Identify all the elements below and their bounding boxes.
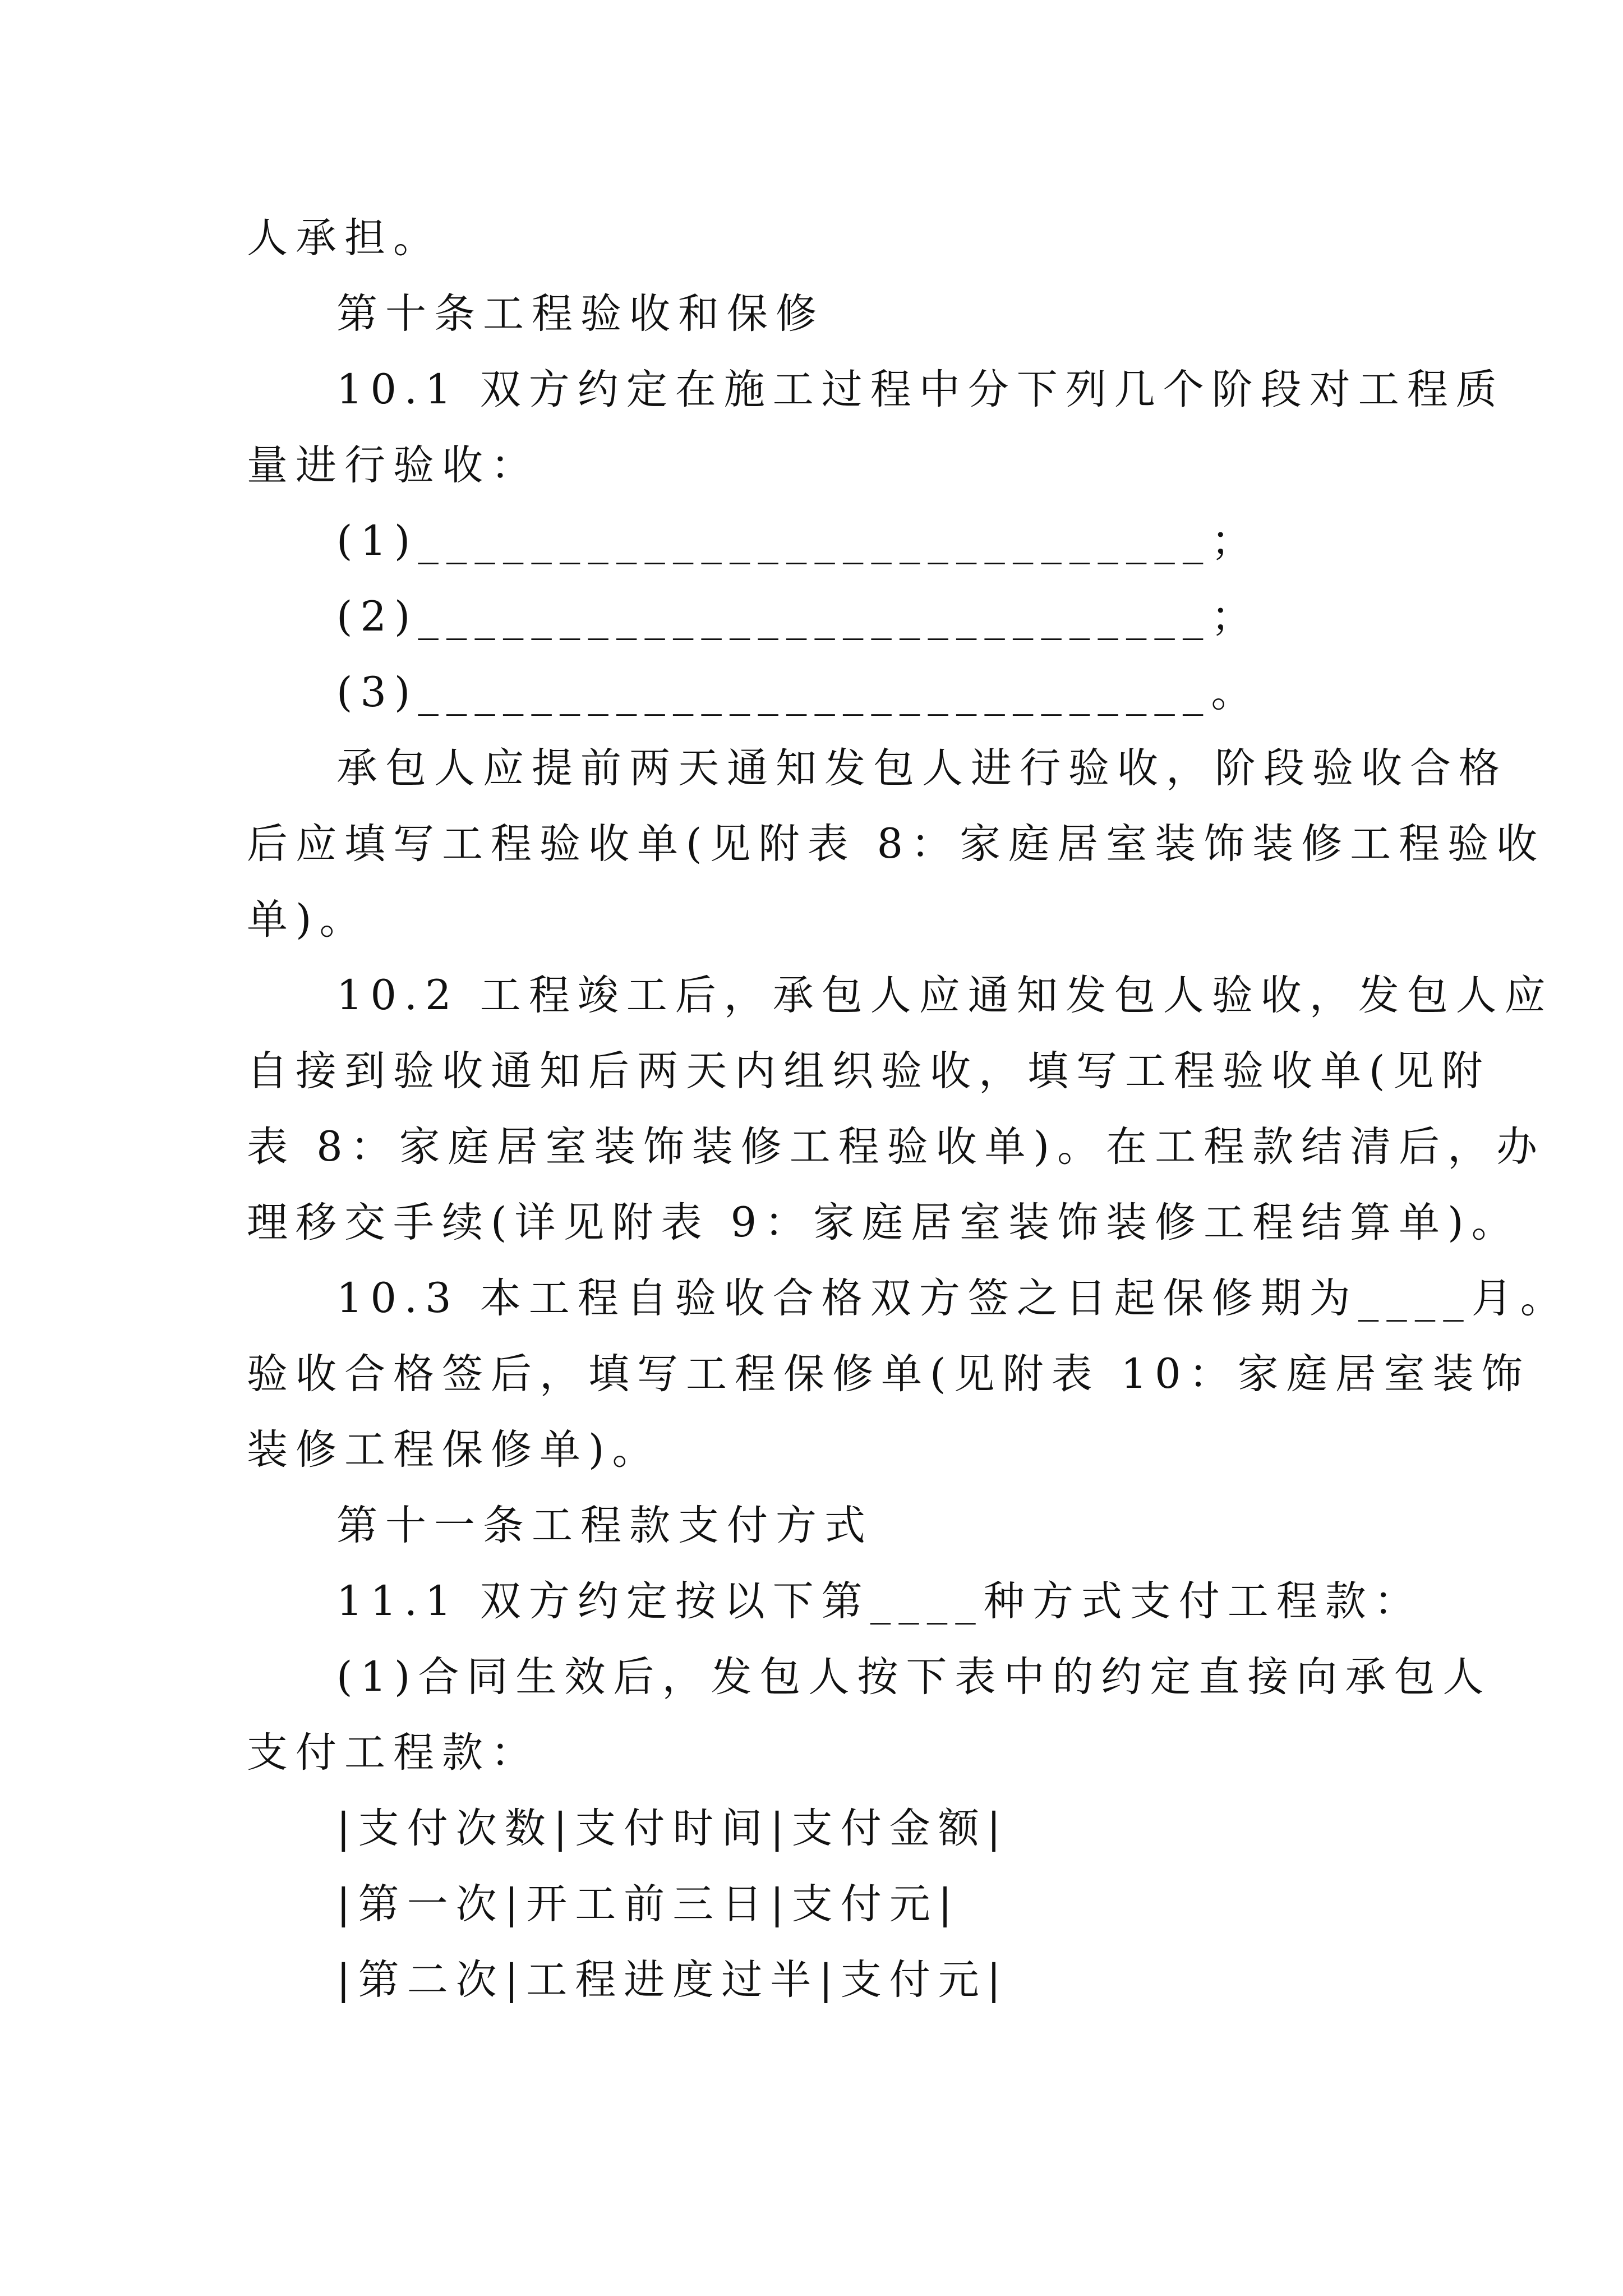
table-row-header: |支付次数|支付时间|支付金额| — [336, 1805, 1009, 1852]
blank-item-3: (3)____________________________。 — [336, 669, 1260, 716]
text-line-3: 10.1 双方约定在施工过程中分下列几个阶段对工程质 — [336, 366, 1505, 413]
text-line-12: 自接到验收通知后两天内组织验收，填写工程验收单(见附 — [247, 1047, 1491, 1095]
section-heading-11: 第十一条工程款支付方式 — [336, 1502, 873, 1549]
section-heading-10: 第十条工程验收和保修 — [336, 290, 824, 338]
text-line-4: 量进行验收： — [247, 441, 540, 489]
text-line-15: 10.3 本工程自验收合格双方签之日起保修期为____月。 — [336, 1274, 1569, 1322]
blank-item-1: (1)____________________________； — [336, 517, 1260, 565]
text-line-1: 人承担。 — [247, 214, 442, 262]
text-line-13: 表 8：家庭居室装饰装修工程验收单)。在工程款结清后，办 — [247, 1123, 1546, 1171]
text-line-11: 10.2 工程竣工后，承包人应通知发包人验收，发包人应 — [336, 972, 1553, 1019]
text-line-21: 支付工程款： — [247, 1729, 540, 1777]
text-line-9: 后应填写工程验收单(见附表 8：家庭居室装饰装修工程验收 — [247, 820, 1546, 868]
table-row-2: |第二次|工程进度过半|支付元| — [336, 1956, 1009, 2004]
text-line-10: 单)。 — [247, 896, 368, 944]
text-line-8: 承包人应提前两天通知发包人进行验收，阶段验收合格 — [336, 744, 1507, 792]
text-line-16: 验收合格签后，填写工程保修单(见附表 10：家庭居室装饰 — [247, 1350, 1530, 1398]
text-line-19: 11.1 双方约定按以下第____种方式支付工程款： — [336, 1577, 1423, 1625]
text-line-20: (1)合同生效后，发包人按下表中的约定直接向承包人 — [336, 1653, 1492, 1701]
table-row-1: |第一次|开工前三日|支付元| — [336, 1880, 960, 1928]
text-line-17: 装修工程保修单)。 — [247, 1426, 661, 1474]
text-line-14: 理移交手续(详见附表 9：家庭居室装饰装修工程结算单)。 — [247, 1199, 1520, 1246]
blank-item-2: (2)____________________________； — [336, 593, 1260, 641]
